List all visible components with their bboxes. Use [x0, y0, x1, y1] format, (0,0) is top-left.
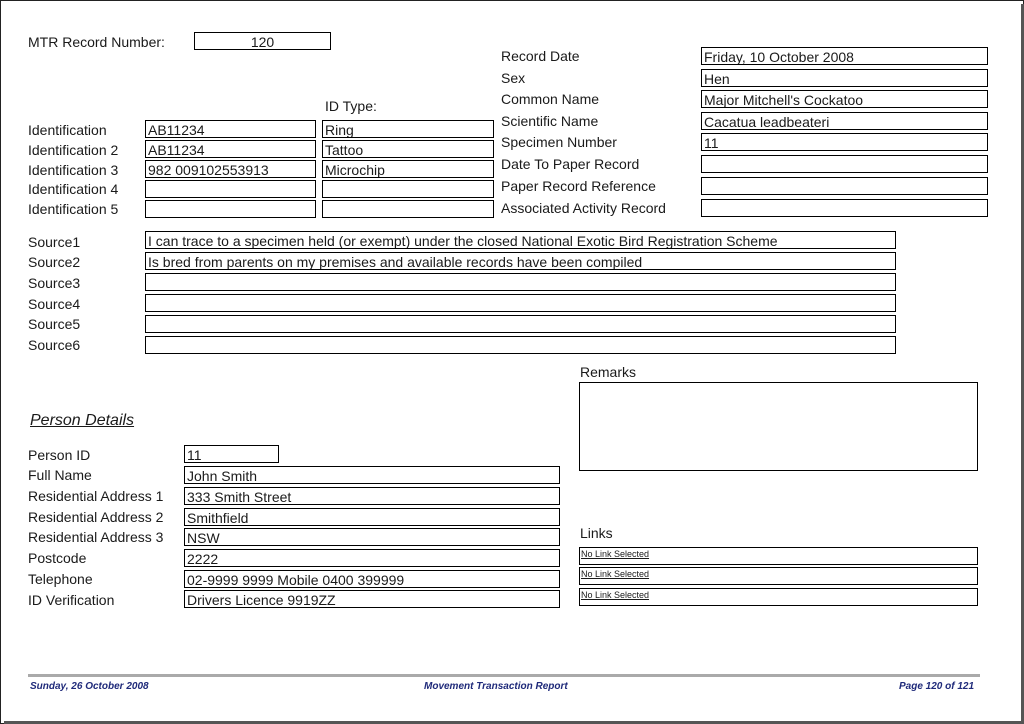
- person-id-value: 11: [184, 445, 279, 463]
- residential-address-1-value: 333 Smith Street: [184, 487, 560, 505]
- id-verification-value: Drivers Licence 9919ZZ: [184, 590, 560, 608]
- associated-activity-record-value: [701, 199, 988, 217]
- identification-4-type: [322, 180, 494, 198]
- date-to-paper-record-value: [701, 155, 988, 173]
- source-2-label: Source2: [28, 254, 81, 270]
- telephone-value: 02-9999 9999 Mobile 0400 399999: [184, 570, 560, 588]
- source-6-value: [145, 336, 896, 354]
- person-id-label: Person ID: [28, 447, 91, 463]
- scientific-name-label: Scientific Name: [501, 113, 599, 129]
- source-3-label: Source3: [28, 275, 81, 291]
- specimen-number-label: Specimen Number: [501, 134, 617, 150]
- links-label: Links: [580, 525, 613, 541]
- source-4-value: [145, 294, 896, 312]
- link-3-text[interactable]: No Link Selected: [581, 590, 650, 600]
- scientific-name-value: Cacatua leadbeateri: [701, 112, 988, 130]
- identification-3-type: Microchip: [322, 160, 494, 178]
- identification-2-value: AB11234: [145, 140, 316, 158]
- footer-divider: [28, 674, 980, 677]
- residential-address-1-label: Residential Address 1: [28, 488, 164, 504]
- remarks-label: Remarks: [580, 364, 637, 380]
- record-date-label: Record Date: [501, 48, 580, 64]
- footer-page: Page 120 of 121: [899, 681, 975, 692]
- identification-4-value: [145, 180, 316, 198]
- source-6-label: Source6: [28, 337, 81, 353]
- full-name-value: John Smith: [184, 466, 560, 484]
- remarks-value: [579, 382, 978, 471]
- residential-address-3-label: Residential Address 3: [28, 529, 164, 545]
- record-date-value: Friday, 10 October 2008: [701, 47, 988, 65]
- identification-3-value: 982 009102553913: [145, 160, 316, 178]
- identification-2-label: Identification 2: [28, 142, 119, 158]
- postcode-label: Postcode: [28, 550, 87, 566]
- identification-4-label: Identification 4: [28, 181, 119, 197]
- identification-5-type: [322, 200, 494, 218]
- specimen-number-value: 11: [701, 133, 988, 151]
- record-number-label: MTR Record Number:: [28, 34, 165, 50]
- common-name-label: Common Name: [501, 91, 600, 107]
- identification-5-value: [145, 200, 316, 218]
- footer-date: Sunday, 26 October 2008: [30, 681, 149, 692]
- link-3[interactable]: [579, 588, 978, 606]
- identification-1-value: AB11234: [145, 120, 316, 138]
- link-1-text[interactable]: No Link Selected: [581, 549, 650, 559]
- common-name-value: Major Mitchell's Cockatoo: [701, 90, 988, 108]
- paper-record-reference-value: [701, 177, 988, 195]
- associated-activity-record-label: Associated Activity Record: [501, 200, 666, 216]
- residential-address-2-label: Residential Address 2: [28, 509, 164, 525]
- link-2-text[interactable]: No Link Selected: [581, 569, 650, 579]
- sex-value: Hen: [701, 69, 988, 87]
- telephone-label: Telephone: [28, 571, 93, 587]
- sex-label: Sex: [501, 70, 526, 86]
- record-number-value: 120: [194, 32, 331, 50]
- residential-address-3-value: NSW: [184, 528, 560, 546]
- identification-1-type: Ring: [322, 120, 494, 138]
- source-3-value: [145, 273, 896, 291]
- date-to-paper-record-label: Date To Paper Record: [501, 156, 640, 172]
- footer-title: Movement Transaction Report: [424, 681, 568, 692]
- id-type-header: ID Type:: [325, 98, 377, 114]
- full-name-label: Full Name: [28, 467, 92, 483]
- source-1-label: Source1: [28, 234, 81, 250]
- source-5-label: Source5: [28, 316, 81, 332]
- identification-1-label: Identification: [28, 122, 107, 138]
- residential-address-2-value: Smithfield: [184, 508, 560, 526]
- paper-record-reference-label: Paper Record Reference: [501, 178, 656, 194]
- source-2-value: Is bred from parents on my premises and available records have been compiled: [145, 252, 896, 270]
- postcode-value: 2222: [184, 549, 560, 567]
- id-verification-label: ID Verification: [28, 592, 115, 608]
- link-1[interactable]: [579, 547, 978, 565]
- link-2[interactable]: [579, 567, 978, 585]
- source-5-value: [145, 315, 896, 333]
- source-1-value: I can trace to a specimen held (or exempt) under the closed National Exotic Bird Registration Scheme: [145, 231, 896, 249]
- person-details-heading: Person Details: [30, 412, 135, 429]
- identification-3-label: Identification 3: [28, 162, 119, 178]
- identification-2-type: Tattoo: [322, 140, 494, 158]
- identification-5-label: Identification 5: [28, 201, 119, 217]
- source-4-label: Source4: [28, 296, 81, 312]
